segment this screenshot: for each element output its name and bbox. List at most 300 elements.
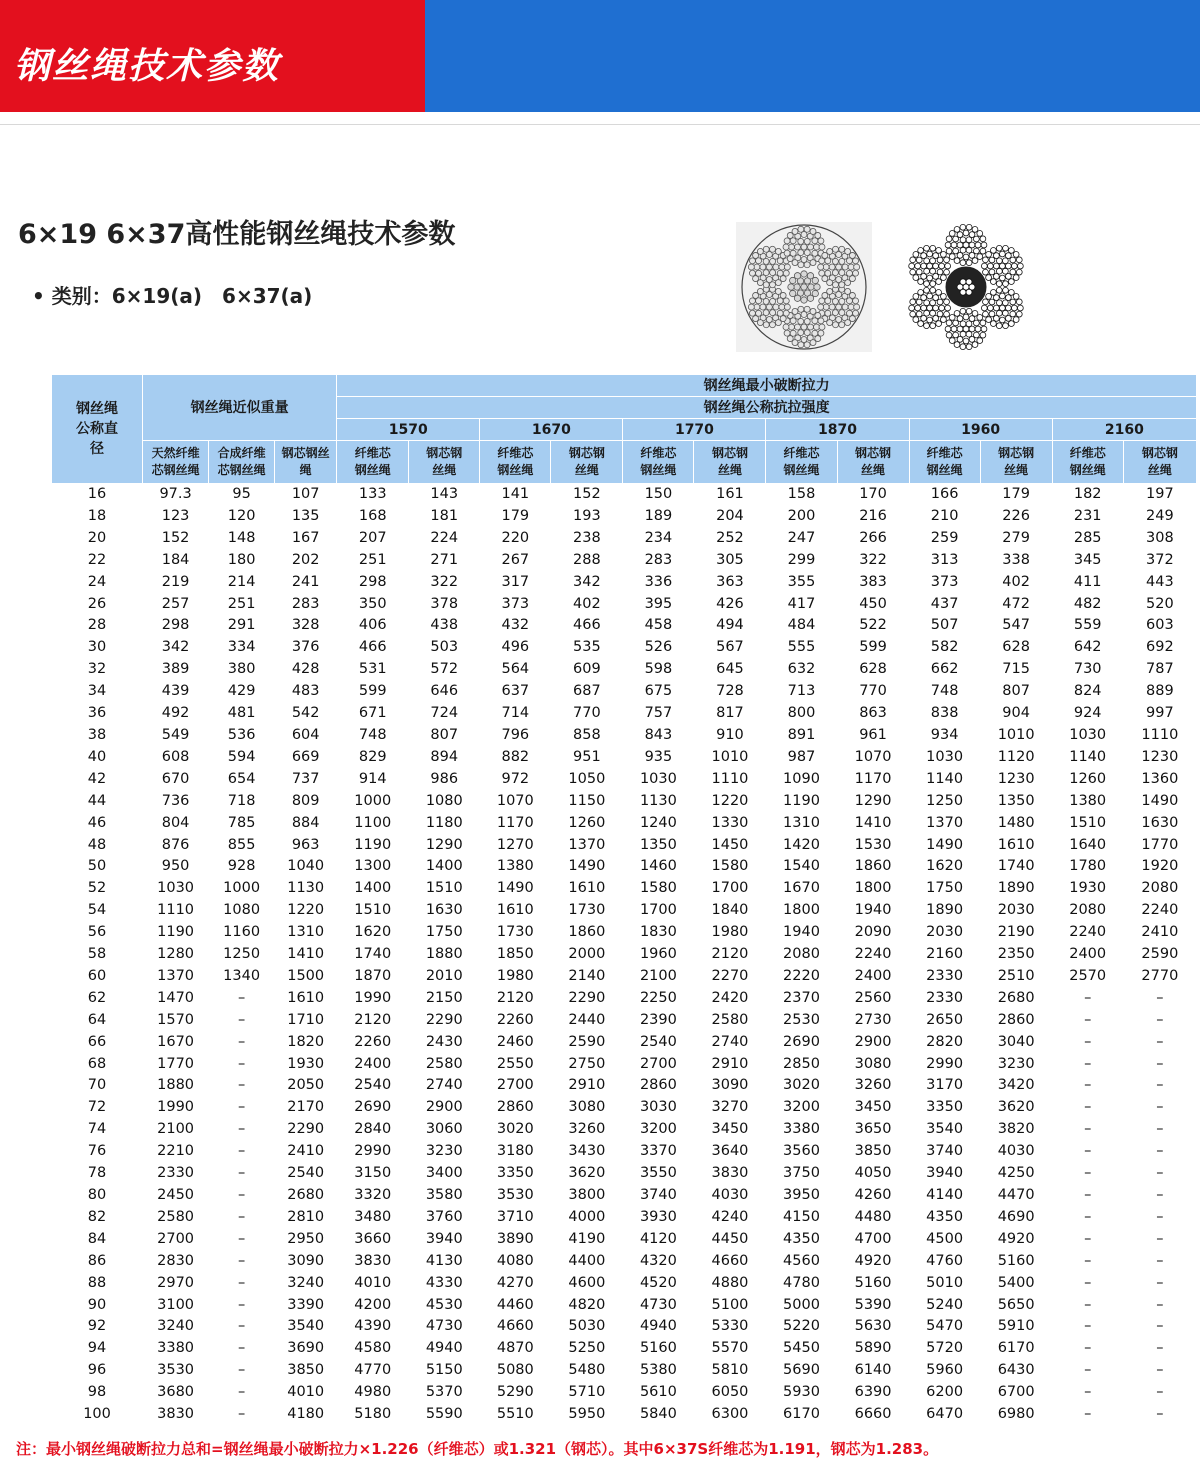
- table-cell: –: [238, 1077, 246, 1094]
- table-row: [52, 1075, 1197, 1097]
- table-cell: 220: [501, 529, 530, 546]
- table-cell: 4560: [783, 1252, 820, 1269]
- table-cell: 3640: [711, 1143, 749, 1160]
- table-cell: 1370: [926, 814, 964, 831]
- table-cell: 2220: [783, 967, 820, 984]
- table-row: [52, 1097, 1197, 1119]
- table-cell: 1610: [496, 902, 534, 919]
- table-cell: 3030: [639, 1099, 677, 1116]
- cell-diameter: 64: [87, 1011, 107, 1028]
- table-cell: –: [238, 1165, 246, 1182]
- table-cell: 5030: [568, 1318, 606, 1335]
- table-cell: 1740: [354, 946, 392, 963]
- table-cell: 1290: [854, 792, 892, 809]
- table-cell: 3830: [711, 1165, 749, 1182]
- table-cell: 730: [1073, 661, 1102, 678]
- table-cell: –: [238, 1187, 246, 1203]
- table-cell: 549: [161, 726, 190, 743]
- table-cell: 1940: [854, 902, 892, 919]
- table-cell: 2030: [926, 924, 964, 941]
- table-cell: 1740: [997, 858, 1035, 875]
- table-cell: 168: [358, 507, 387, 524]
- cell-diameter: 68: [87, 1055, 107, 1072]
- table-cell: –: [1084, 1099, 1092, 1116]
- table-cell: 748: [358, 726, 387, 743]
- table-cell: 1840: [711, 902, 749, 919]
- table-cell: 133: [358, 486, 387, 502]
- table-cell: 492: [161, 705, 190, 722]
- table-cell: 4760: [926, 1252, 964, 1269]
- table-cell: 1080: [223, 902, 261, 919]
- table-cell: 882: [501, 748, 530, 765]
- cell-diameter: 86: [87, 1252, 107, 1269]
- table-cell: 5150: [425, 1362, 463, 1379]
- table-row: [52, 615, 1197, 637]
- table-row: [52, 966, 1197, 988]
- table-cell: 2550: [496, 1055, 534, 1072]
- table-cell: 2080: [783, 946, 820, 963]
- header-core-type: 纤维芯钢丝绳: [766, 441, 837, 484]
- table-cell: 520: [1146, 595, 1174, 612]
- table-cell: 737: [291, 770, 320, 787]
- table-cell: 951: [573, 748, 601, 765]
- table-cell: 757: [644, 705, 673, 722]
- table-cell: 1890: [926, 902, 964, 919]
- table-cell: 564: [501, 661, 530, 678]
- table-cell: 328: [291, 617, 320, 634]
- table-cell: 2260: [354, 1033, 392, 1050]
- table-cell: 2330: [157, 1165, 195, 1182]
- table-cell: 1070: [854, 748, 892, 765]
- table-cell: 266: [859, 529, 887, 546]
- table-cell: 342: [161, 639, 190, 656]
- table-row: [52, 944, 1197, 966]
- header-grade: 1570: [337, 419, 480, 441]
- category-line: • 类别：6×19(a) 6×37(a): [32, 284, 313, 308]
- header-strength-sub: 钢丝绳公称抗拉强度: [337, 397, 1197, 419]
- table-cell: 5010: [926, 1274, 964, 1291]
- table-cell: 2190: [997, 924, 1035, 941]
- table-cell: 3760: [425, 1208, 463, 1225]
- table-cell: 1190: [354, 836, 392, 853]
- table-cell: 3100: [157, 1296, 195, 1313]
- table-cell: 2650: [926, 1011, 964, 1028]
- table-row: [52, 856, 1197, 878]
- table-cell: 637: [501, 683, 530, 700]
- table-cell: –: [1084, 1055, 1092, 1072]
- table-cell: 305: [716, 551, 744, 568]
- table-cell: 5890: [854, 1340, 892, 1357]
- table-cell: 1530: [854, 836, 892, 853]
- table-cell: 2100: [639, 967, 677, 984]
- table-cell: 787: [1146, 661, 1174, 678]
- table-cell: 5470: [926, 1318, 964, 1335]
- table-cell: 5330: [711, 1318, 749, 1335]
- header-grade: 1960: [909, 419, 1052, 441]
- table-cell: 4450: [711, 1230, 749, 1247]
- table-row: [52, 1207, 1197, 1229]
- table-cell: 6660: [854, 1406, 892, 1423]
- table-cell: 438: [430, 617, 459, 634]
- table-cell: 1490: [926, 836, 964, 853]
- table-cell: 345: [1073, 551, 1102, 568]
- table-cell: 482: [1073, 595, 1102, 612]
- table-cell: 3080: [854, 1055, 892, 1072]
- table-cell: 373: [501, 595, 530, 612]
- table-cell: 935: [644, 748, 673, 765]
- table-cell: 972: [501, 770, 530, 787]
- table-cell: 572: [430, 661, 459, 678]
- table-cell: 5180: [354, 1406, 392, 1423]
- table-cell: 5100: [711, 1296, 749, 1313]
- cell-diameter: 50: [87, 858, 107, 875]
- table-cell: 3230: [997, 1055, 1035, 1072]
- table-cell: 1030: [157, 880, 195, 897]
- cell-diameter: 38: [87, 726, 107, 743]
- table-cell: –: [238, 1143, 246, 1160]
- cell-diameter: 52: [87, 880, 107, 897]
- table-cell: 5950: [568, 1406, 606, 1423]
- table-cell: 97.3: [159, 486, 192, 502]
- table-cell: 3390: [287, 1296, 325, 1313]
- table-cell: 1190: [157, 924, 195, 941]
- table-cell: 439: [161, 683, 190, 700]
- table-cell: 884: [291, 814, 320, 831]
- table-cell: 1000: [223, 880, 261, 897]
- header-grade: 1770: [623, 419, 766, 441]
- table-cell: 182: [1073, 486, 1102, 502]
- table-row: [52, 922, 1197, 944]
- table-cell: 2730: [854, 1011, 892, 1028]
- table-cell: 4520: [639, 1274, 677, 1291]
- table-cell: 3530: [496, 1187, 534, 1203]
- header-grade: 1670: [480, 419, 623, 441]
- table-cell: 598: [644, 661, 673, 678]
- table-cell: 1610: [287, 989, 325, 1006]
- table-row: [52, 1360, 1197, 1382]
- cell-diameter: 92: [87, 1318, 107, 1335]
- table-cell: 1370: [568, 836, 606, 853]
- table-cell: 2160: [926, 946, 964, 963]
- table-cell: 1890: [997, 880, 1035, 897]
- table-cell: 466: [573, 617, 601, 634]
- table-cell: 522: [859, 617, 887, 634]
- table-cell: 1130: [639, 792, 677, 809]
- cell-diameter: 22: [87, 551, 107, 568]
- table-row: [52, 769, 1197, 791]
- table-cell: 5510: [496, 1406, 534, 1423]
- table-cell: 5960: [926, 1362, 964, 1379]
- table-cell: 715: [1002, 661, 1030, 678]
- table-cell: 2540: [639, 1033, 677, 1050]
- table-cell: 567: [716, 639, 744, 656]
- table-cell: 1420: [783, 836, 820, 853]
- table-cell: 1120: [997, 748, 1035, 765]
- table-cell: 3480: [354, 1208, 392, 1225]
- table-cell: 189: [644, 507, 673, 524]
- table-cell: 3380: [783, 1121, 820, 1138]
- table-cell: –: [238, 1208, 246, 1225]
- table-cell: 5220: [783, 1318, 820, 1335]
- table-cell: 3560: [783, 1143, 820, 1160]
- table-cell: 3940: [926, 1165, 964, 1182]
- table-cell: 2210: [157, 1143, 195, 1160]
- table-cell: 216: [859, 507, 887, 524]
- table-cell: 3540: [287, 1318, 325, 1335]
- header-grade: 2160: [1052, 419, 1196, 441]
- table-cell: 2680: [997, 989, 1035, 1006]
- table-cell: –: [1084, 1011, 1092, 1028]
- table-cell: 3550: [639, 1165, 677, 1182]
- table-cell: –: [1084, 1318, 1092, 1335]
- cell-diameter: 66: [87, 1033, 107, 1050]
- page-title: 6×19 6×37高性能钢丝绳技术参数: [18, 219, 456, 250]
- table-cell: 2900: [854, 1033, 892, 1050]
- table-cell: 6390: [854, 1384, 892, 1401]
- table-cell: –: [1156, 1033, 1164, 1050]
- table-cell: 1090: [783, 770, 820, 787]
- cell-diameter: 40: [87, 748, 107, 765]
- table-cell: –: [1084, 1077, 1092, 1094]
- table-cell: 2090: [854, 924, 892, 941]
- table-cell: 1340: [223, 967, 261, 984]
- table-cell: 1860: [854, 858, 892, 875]
- cell-diameter: 76: [87, 1143, 107, 1160]
- table-cell: 197: [1146, 486, 1174, 502]
- table-cell: 180: [227, 551, 256, 568]
- table-cell: 299: [787, 551, 816, 568]
- table-cell: 4870: [496, 1340, 534, 1357]
- table-cell: –: [1156, 989, 1164, 1006]
- table-cell: 4150: [783, 1208, 820, 1225]
- divider: [0, 124, 1200, 125]
- table-cell: 1250: [926, 792, 964, 809]
- table-cell: 428: [291, 661, 320, 678]
- table-cell: 6430: [997, 1362, 1035, 1379]
- table-cell: 4350: [926, 1208, 964, 1225]
- table-cell: 2080: [1141, 880, 1179, 897]
- table-cell: 4920: [997, 1230, 1035, 1247]
- table-cell: 807: [1002, 683, 1030, 700]
- table-cell: 2900: [425, 1099, 463, 1116]
- table-cell: 1870: [354, 967, 392, 984]
- table-cell: 4330: [425, 1274, 463, 1291]
- table-cell: 632: [787, 661, 816, 678]
- table-cell: 298: [161, 617, 190, 634]
- table-cell: 770: [573, 705, 601, 722]
- table-cell: 3850: [287, 1362, 325, 1379]
- table-cell: 3060: [425, 1121, 463, 1138]
- table-cell: 1220: [711, 792, 749, 809]
- table-cell: 736: [161, 792, 190, 809]
- table-cell: 406: [358, 617, 387, 634]
- table-cell: 1620: [926, 858, 964, 875]
- table-cell: 838: [930, 705, 959, 722]
- table-cell: 2810: [287, 1208, 325, 1225]
- table-cell: 5390: [854, 1296, 892, 1313]
- cell-diameter: 16: [87, 486, 107, 502]
- table-cell: 5930: [783, 1384, 820, 1401]
- table-cell: 3040: [997, 1033, 1035, 1050]
- table-cell: –: [1156, 1296, 1164, 1313]
- table-cell: –: [1156, 1340, 1164, 1357]
- table-cell: 383: [859, 573, 887, 590]
- table-cell: 3200: [639, 1121, 677, 1138]
- table-cell: –: [238, 1362, 246, 1379]
- table-row: [52, 659, 1197, 681]
- table-cell: 1400: [425, 858, 463, 875]
- table-cell: 123: [161, 507, 190, 524]
- table-cell: 3750: [783, 1165, 820, 1182]
- table-cell: 2840: [354, 1121, 392, 1138]
- table-cell: 2590: [568, 1033, 606, 1050]
- table-cell: 2290: [287, 1121, 325, 1138]
- table-cell: 531: [358, 661, 387, 678]
- table-cell: 6050: [711, 1384, 749, 1401]
- table-cell: 547: [1002, 617, 1030, 634]
- header-core-type: 钢芯钢丝绳: [694, 441, 766, 484]
- table-cell: 472: [1002, 595, 1030, 612]
- table-cell: 3530: [157, 1362, 195, 1379]
- table-row: [52, 1119, 1197, 1141]
- table-cell: 770: [859, 683, 887, 700]
- table-cell: 2750: [568, 1055, 606, 1072]
- table-cell: 609: [573, 661, 601, 678]
- banner-blue-block: [425, 0, 1200, 112]
- table-cell: 2240: [1069, 924, 1107, 941]
- table-cell: 718: [227, 792, 256, 809]
- table-cell: 1800: [854, 880, 892, 897]
- table-cell: 1150: [568, 792, 606, 809]
- table-cell: 809: [291, 792, 320, 809]
- cell-diameter: 90: [87, 1296, 107, 1313]
- table-cell: –: [1084, 989, 1092, 1006]
- table-cell: 2450: [157, 1187, 195, 1203]
- table-cell: –: [238, 1055, 246, 1072]
- table-cell: 3020: [783, 1077, 820, 1094]
- table-cell: 411: [1073, 573, 1102, 590]
- cell-diameter: 18: [87, 507, 107, 524]
- header-weight-type: 合成纤维芯钢丝绳: [209, 441, 275, 484]
- table-cell: 1050: [568, 770, 606, 787]
- table-cell: 1820: [287, 1033, 325, 1050]
- header-core-type: 钢芯钢丝绳: [551, 441, 623, 484]
- table-cell: 150: [644, 486, 673, 502]
- table-cell: 5810: [711, 1362, 749, 1379]
- table-cell: 963: [291, 836, 320, 853]
- table-cell: 1380: [1069, 792, 1107, 809]
- table-cell: 1700: [639, 902, 677, 919]
- table-cell: –: [238, 1230, 246, 1247]
- header-banner: [0, 0, 1200, 112]
- table-cell: 670: [161, 770, 190, 787]
- table-cell: 234: [644, 529, 673, 546]
- table-cell: 3620: [568, 1165, 606, 1182]
- header-core-type: 纤维芯钢丝绳: [337, 441, 409, 484]
- table-cell: 5570: [711, 1340, 749, 1357]
- table-cell: 376: [291, 639, 320, 656]
- table-row: [52, 1054, 1197, 1076]
- cell-diameter: 88: [87, 1274, 107, 1291]
- table-cell: 2250: [639, 989, 677, 1006]
- table-cell: 219: [161, 573, 190, 590]
- header-core-type: 钢芯钢丝绳: [837, 441, 909, 484]
- table-cell: 1500: [287, 967, 325, 984]
- table-cell: 3170: [926, 1077, 964, 1094]
- table-cell: 466: [358, 639, 387, 656]
- table-cell: 1070: [496, 792, 534, 809]
- table-cell: 1540: [783, 858, 820, 875]
- table-cell: –: [1084, 1230, 1092, 1247]
- table-row: [52, 725, 1197, 747]
- table-cell: 1930: [1069, 880, 1107, 897]
- table-cell: 4240: [711, 1208, 749, 1225]
- table-cell: 1770: [157, 1055, 195, 1072]
- cell-diameter: 94: [87, 1340, 107, 1357]
- table-cell: 1290: [425, 836, 463, 853]
- table-cell: 2860: [997, 1011, 1035, 1028]
- table-cell: 271: [430, 551, 459, 568]
- table-cell: 2010: [425, 967, 463, 984]
- table-cell: 2910: [711, 1055, 749, 1072]
- table-cell: 6140: [854, 1362, 892, 1379]
- table-cell: 2410: [1141, 924, 1179, 941]
- table-cell: 257: [161, 595, 190, 612]
- table-cell: 251: [358, 551, 387, 568]
- table-cell: 3240: [287, 1274, 325, 1291]
- table-cell: 3540: [926, 1121, 964, 1138]
- table-cell: 1580: [639, 880, 677, 897]
- table-row: [52, 747, 1197, 769]
- table-cell: 2740: [711, 1033, 749, 1050]
- table-cell: 1230: [997, 770, 1035, 787]
- cell-diameter: 72: [87, 1099, 107, 1116]
- table-cell: 1940: [783, 924, 820, 941]
- table-cell: 804: [161, 814, 190, 831]
- table-cell: 135: [291, 507, 320, 524]
- table-cell: 5400: [997, 1274, 1035, 1291]
- table-cell: 1980: [711, 924, 749, 941]
- table-cell: 152: [161, 529, 190, 546]
- table-cell: 687: [573, 683, 601, 700]
- table-cell: 2700: [496, 1077, 534, 1094]
- table-cell: 824: [1073, 683, 1102, 700]
- table-cell: 5650: [997, 1296, 1035, 1313]
- table-cell: 4180: [287, 1406, 325, 1423]
- table-row: [52, 1273, 1197, 1295]
- table-cell: 2690: [783, 1033, 820, 1050]
- cell-diameter: 84: [87, 1230, 107, 1247]
- table-cell: 1270: [496, 836, 534, 853]
- table-row: [52, 835, 1197, 857]
- table-cell: –: [1156, 1143, 1164, 1160]
- table-cell: 1140: [926, 770, 964, 787]
- table-cell: 3370: [639, 1143, 677, 1160]
- table-cell: 4250: [997, 1165, 1035, 1182]
- table-cell: –: [238, 1406, 246, 1423]
- table-cell: 483: [291, 683, 320, 700]
- table-cell: 336: [644, 573, 673, 590]
- table-cell: –: [1156, 1099, 1164, 1116]
- table-cell: 1860: [568, 924, 606, 941]
- table-cell: 4480: [854, 1208, 892, 1225]
- table-cell: 1730: [568, 902, 606, 919]
- table-cell: 594: [227, 748, 256, 765]
- table-cell: 2580: [157, 1208, 195, 1225]
- table-cell: 3450: [711, 1121, 749, 1138]
- table-cell: 3800: [568, 1187, 606, 1203]
- table-cell: 2970: [157, 1274, 195, 1291]
